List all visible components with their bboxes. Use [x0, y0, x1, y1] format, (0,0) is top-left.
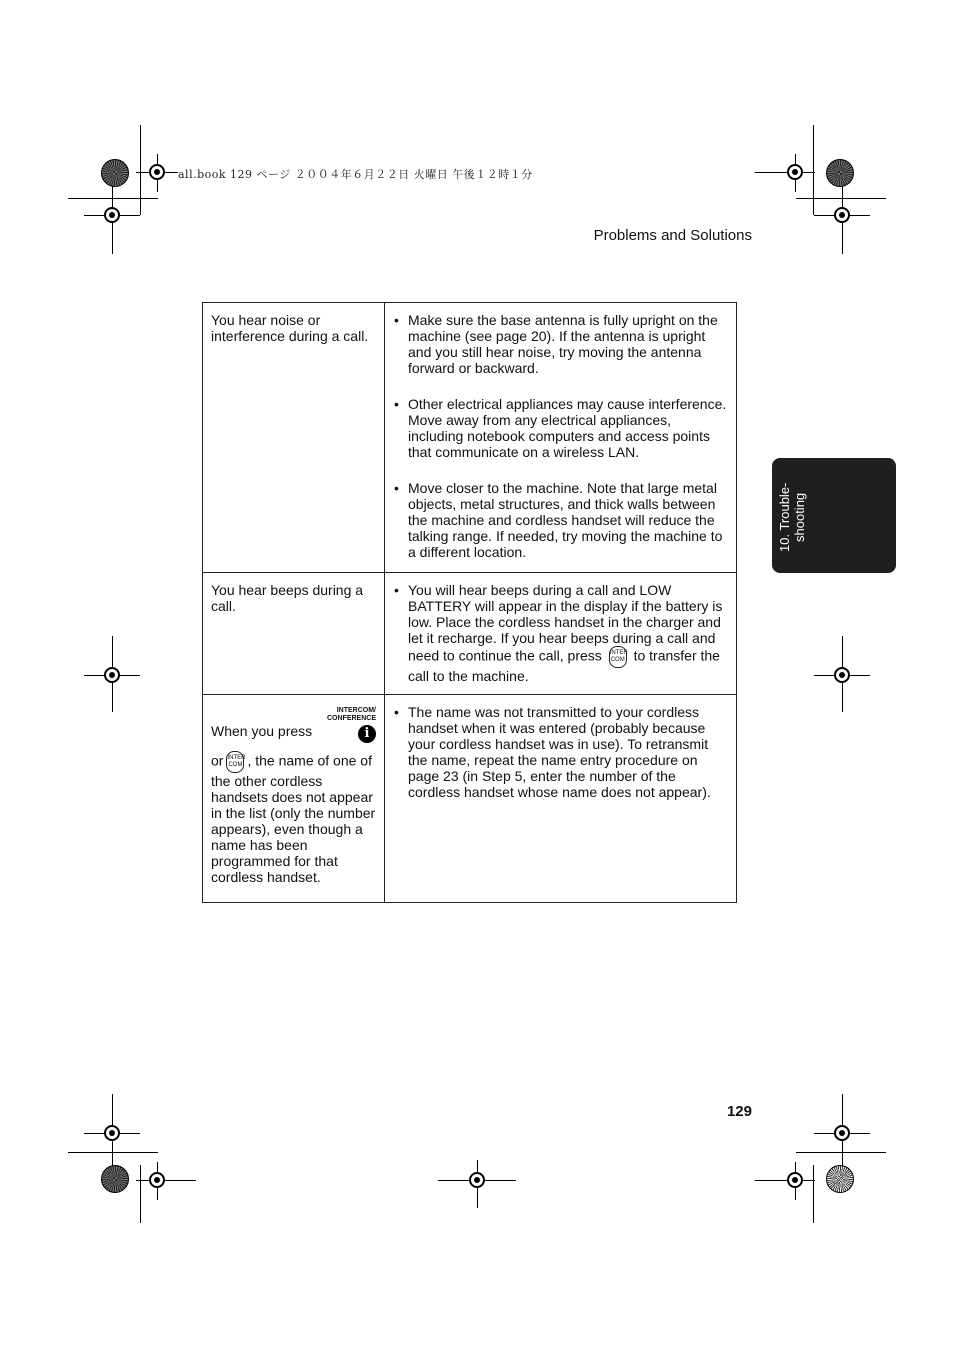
intercom-conference-key — [327, 707, 376, 743]
intercom-button-icon: INTER COM — [609, 646, 627, 668]
problem-text: or — [211, 752, 224, 769]
solution-item: • Make sure the base antenna is fully upright on the machine (see page 20). If the antenna is upright and you still hear noise, try moving the antenna forward or backward. — [393, 312, 728, 376]
solution-list — [393, 312, 728, 560]
registration-target-icon — [834, 667, 850, 683]
crop-line — [796, 1152, 886, 1153]
crop-line — [813, 125, 814, 215]
solution-cell — [385, 695, 737, 903]
crop-line — [68, 198, 158, 199]
problem-cell: You hear noise or interference during a call. — [203, 303, 385, 573]
solution-text: to transfer the call to the machine. — [408, 647, 720, 684]
print-meta-line: all.book 129 ページ ２００４年６月２２日 火曜日 午後１２時１分 — [178, 168, 533, 181]
registration-target-icon — [787, 1172, 803, 1188]
registration-target-icon — [104, 207, 120, 223]
crop-line — [755, 172, 815, 173]
table-row — [203, 695, 737, 903]
registration-target-icon — [149, 164, 165, 180]
solution-cell — [385, 573, 737, 695]
info-icon: i — [358, 725, 376, 743]
solution-item: • The name was not transmitted to your cordless handset when it was entered (probably because your cordless handset was in use). To retransmit the name, repeat the name entry procedure on page 23 (in Step 5, enter the number of the cordless handset whose name does not appear). — [393, 704, 728, 800]
registration-target-icon — [149, 1172, 165, 1188]
solution-list — [393, 704, 728, 800]
problem-text: When you press — [211, 723, 313, 739]
problem-line — [211, 701, 376, 743]
intercom-button-icon: INTER COM — [226, 751, 244, 773]
problem-text-block — [211, 751, 376, 885]
solution-text: You will hear beeps during a call and LOW BATTERY will appear in the display if the battery is low. Place the cordless handset in the charger and let it recharge. If you hear beeps during a call and need to continue the call, press — [408, 582, 723, 664]
crop-line — [813, 1165, 814, 1223]
registration-sunburst-icon — [826, 159, 854, 187]
registration-target-icon — [834, 1125, 850, 1141]
problem-cell: You hear beeps during a call. — [203, 573, 385, 695]
registration-target-icon — [834, 207, 850, 223]
solution-cell — [385, 303, 737, 573]
page-number: 129 — [726, 1103, 752, 1120]
solution-list — [393, 582, 728, 684]
problem-text: , the name of one of the other cordless handsets does not appear in the list (only the number appears), even though a name has been programmed for that cordless handset. — [211, 752, 376, 885]
chapter-tab-label: 10. Trouble- shooting — [777, 482, 807, 553]
table-row — [203, 303, 737, 573]
table-row — [203, 573, 737, 695]
registration-sunburst-icon — [101, 159, 129, 187]
intercom-conference-caption: INTERCOM/ CONFERENCE — [326, 707, 376, 722]
problem-cell — [203, 695, 385, 903]
crop-line — [68, 1152, 158, 1153]
registration-target-icon — [469, 1172, 485, 1188]
solution-item: • Move closer to the machine. Note that large metal objects, metal structures, and thick walls between the machine and cordless handset will reduce the talking range. If needed, try moving the machine to a different location. — [393, 480, 728, 560]
crop-line — [796, 198, 886, 199]
registration-sunburst-icon — [101, 1165, 129, 1193]
registration-target-icon — [787, 164, 803, 180]
registration-target-icon — [104, 1125, 120, 1141]
registration-sunburst-icon — [826, 1165, 854, 1193]
crop-line — [136, 1180, 196, 1181]
crop-line — [140, 125, 141, 215]
solution-item — [393, 582, 728, 684]
crop-line — [140, 1165, 141, 1223]
solution-item: • Other electrical appliances may cause interference. Move away from any electrical appliances, including notebook computers and access points that communicate on a wireless LAN. — [393, 396, 728, 460]
troubleshooting-table — [202, 302, 737, 903]
running-head: Problems and Solutions — [593, 227, 752, 244]
registration-target-icon — [104, 667, 120, 683]
crop-line — [755, 1180, 815, 1181]
